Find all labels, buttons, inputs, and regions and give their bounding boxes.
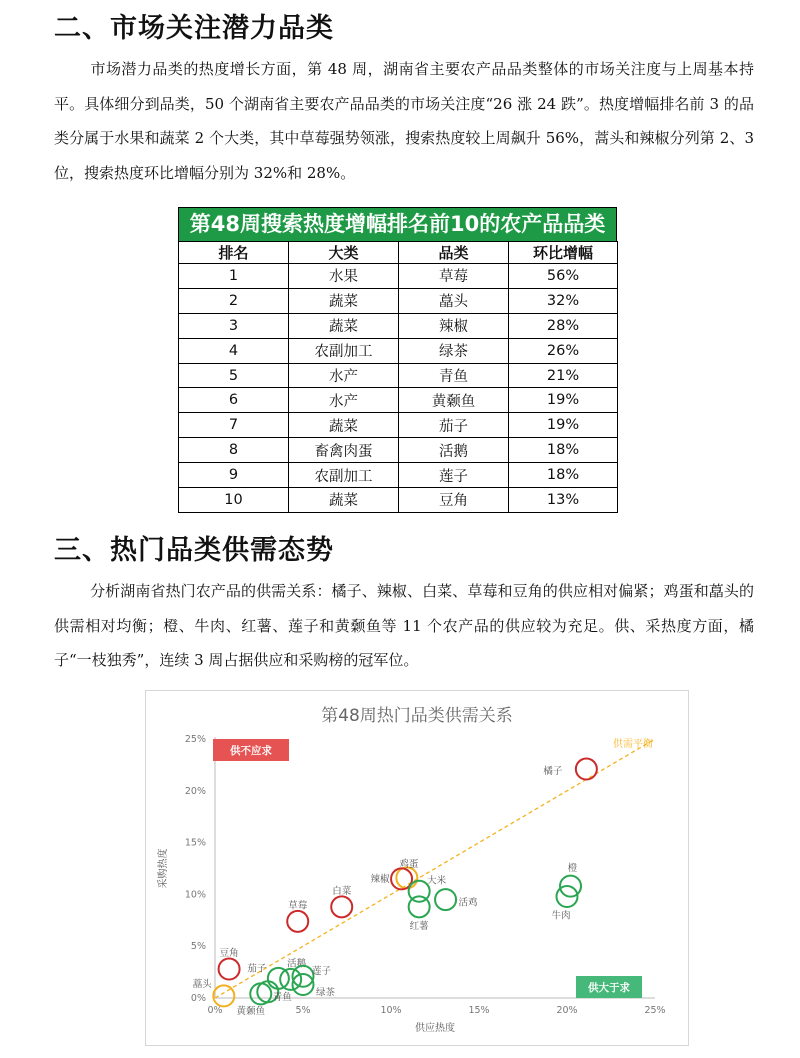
cell-product: 藠头 [399, 288, 509, 313]
point-活鸡 [435, 889, 456, 910]
cell-category: 水果 [289, 264, 399, 289]
y-tick-label: 25% [184, 734, 206, 745]
balance-diagonal-label: 供需平衡 [613, 739, 653, 750]
cell-rank: 4 [179, 338, 289, 363]
cell-category: 蔬菜 [289, 488, 399, 513]
point-label: 红薯 [409, 920, 429, 932]
x-tick-label: 15% [468, 1005, 490, 1016]
point-豆角 [219, 958, 240, 979]
header-growth: 环比增幅 [509, 242, 618, 264]
cell-growth: 26% [509, 338, 618, 363]
cell-growth: 18% [509, 463, 618, 488]
point-label: 豆角 [219, 947, 239, 959]
x-tick-label: 10% [380, 1005, 402, 1016]
point-label: 橙 [567, 863, 578, 875]
y-axis-label: 采购热度 [158, 848, 169, 889]
cell-rank: 8 [179, 438, 289, 463]
point-label: 活鹅 [287, 958, 307, 970]
surplus-badge-label: 供大于求 [588, 982, 630, 994]
cell-category: 水产 [289, 363, 399, 388]
chart-title: 第48周热门品类供需关系 [321, 706, 513, 726]
table-row [179, 463, 618, 488]
cell-product: 辣椒 [399, 313, 509, 338]
point-红薯 [409, 896, 430, 917]
x-tick-label: 20% [556, 1005, 578, 1016]
cell-product: 黄颡鱼 [399, 388, 509, 413]
cell-rank: 5 [179, 363, 289, 388]
point-label: 茄子 [247, 963, 267, 975]
point-白菜 [331, 896, 352, 917]
cell-growth: 13% [509, 488, 618, 513]
point-活鹅 [280, 969, 301, 990]
header-product: 品类 [399, 242, 509, 264]
x-axis-label: 供应热度 [415, 1023, 455, 1034]
supply-demand-chart-svg [146, 691, 688, 1045]
cell-category: 农副加工 [289, 463, 399, 488]
supply-demand-chart [145, 690, 689, 1046]
cell-rank: 10 [179, 488, 289, 513]
cell-rank: 9 [179, 463, 289, 488]
point-藠头 [213, 985, 234, 1006]
point-label: 橘子 [543, 766, 563, 778]
header-category: 大类 [289, 242, 399, 264]
table-row [179, 388, 618, 413]
table-row [179, 488, 618, 513]
cell-growth: 19% [509, 413, 618, 438]
point-label: 草莓 [288, 900, 308, 912]
cell-category: 蔬菜 [289, 413, 399, 438]
ranking-table [178, 241, 618, 513]
point-label: 白菜 [332, 885, 352, 897]
cell-product: 草莓 [399, 264, 509, 289]
cell-growth: 28% [509, 313, 618, 338]
table-row [179, 264, 618, 289]
cell-product: 绿茶 [399, 338, 509, 363]
section-3-heading: 三、热门品类供需态势 [54, 535, 334, 566]
point-label: 鸡蛋 [399, 858, 419, 870]
shortage-badge-label: 供不应求 [230, 745, 272, 757]
cell-rank: 1 [179, 264, 289, 289]
cell-product: 豆角 [399, 488, 509, 513]
section-2-heading: 二、市场关注潜力品类 [54, 13, 334, 44]
table-row [179, 338, 618, 363]
cell-product: 茄子 [399, 413, 509, 438]
cell-product: 青鱼 [399, 363, 509, 388]
section-3-paragraph [54, 574, 754, 678]
point-label: 青鱼 [272, 991, 292, 1003]
header-rank: 排名 [179, 242, 289, 264]
point-label: 牛肉 [551, 910, 571, 922]
y-tick-label: 10% [184, 889, 206, 901]
x-tick-label: 5% [295, 1005, 311, 1016]
cell-growth: 32% [509, 288, 618, 313]
section-3-paragraph-text: 分析湖南省热门农产品的供需关系：橘子、辣椒、白菜、草莓和豆角的供应相对偏紧；鸡蛋和藠头的供需相对均衡；橙、牛肉、红薯、莲子和黄颡鱼等 11 个农产品的供应较为充足。供、采热度方面，橘子“一枝独秀”，连续 3 周占据供应和采购榜的冠军位。 [54, 582, 754, 669]
y-tick-label: 15% [184, 837, 206, 849]
point-label: 藠头 [192, 978, 212, 990]
cell-category: 水产 [289, 388, 399, 413]
table-row [179, 363, 618, 388]
point-黄颡鱼 [250, 983, 271, 1004]
cell-category: 农副加工 [289, 338, 399, 363]
balance-diagonal-line [215, 739, 655, 998]
y-tick-label: 20% [184, 785, 206, 797]
cell-growth: 18% [509, 438, 618, 463]
cell-growth: 21% [509, 363, 618, 388]
point-草莓 [287, 911, 308, 932]
point-label: 活鸡 [458, 897, 478, 909]
point-label: 黄颡鱼 [236, 1005, 266, 1017]
cell-rank: 6 [179, 388, 289, 413]
cell-rank: 7 [179, 413, 289, 438]
point-label: 大米 [427, 875, 447, 887]
cell-growth: 56% [509, 264, 618, 289]
cell-rank: 3 [179, 313, 289, 338]
x-tick-label: 25% [644, 1005, 666, 1016]
x-tick-label: 0% [207, 1005, 223, 1016]
cell-category: 畜禽肉蛋 [289, 438, 399, 463]
table-row [179, 313, 618, 338]
section-2-paragraph [54, 52, 754, 190]
point-label: 绿茶 [316, 987, 336, 999]
cell-growth: 19% [509, 388, 618, 413]
y-tick-label: 0% [190, 993, 206, 1004]
ranking-table-container [178, 207, 617, 513]
table-row [179, 438, 618, 463]
table-header-row [179, 242, 618, 264]
point-label: 辣椒 [370, 873, 390, 885]
table-row [179, 413, 618, 438]
cell-product: 活鹅 [399, 438, 509, 463]
y-tick-label: 5% [190, 941, 206, 953]
cell-product: 莲子 [399, 463, 509, 488]
point-橘子 [576, 759, 597, 780]
cell-rank: 2 [179, 288, 289, 313]
point-label: 莲子 [312, 966, 332, 978]
section-2-paragraph-text: 市场潜力品类的热度增长方面，第 48 周，湖南省主要农产品品类整体的市场关注度与上周基本持平。具体细分到品类，50 个湖南省主要农产品品类的市场关注度“26 涨 24 跌”。热度增幅排名前 3 的品类分属于水果和蔬菜 2 个大类，其中草莓强势领涨，搜索热度较上周飙升 56%，蒿头和辣椒分列第 2、3 位，搜索热度环比增幅分别为 32%和 28%。 [54, 60, 754, 182]
cell-category: 蔬菜 [289, 288, 399, 313]
ranking-table-title: 第48周搜索热度增幅排名前10的农产品品类 [178, 207, 617, 241]
cell-category: 蔬菜 [289, 313, 399, 338]
table-row [179, 288, 618, 313]
